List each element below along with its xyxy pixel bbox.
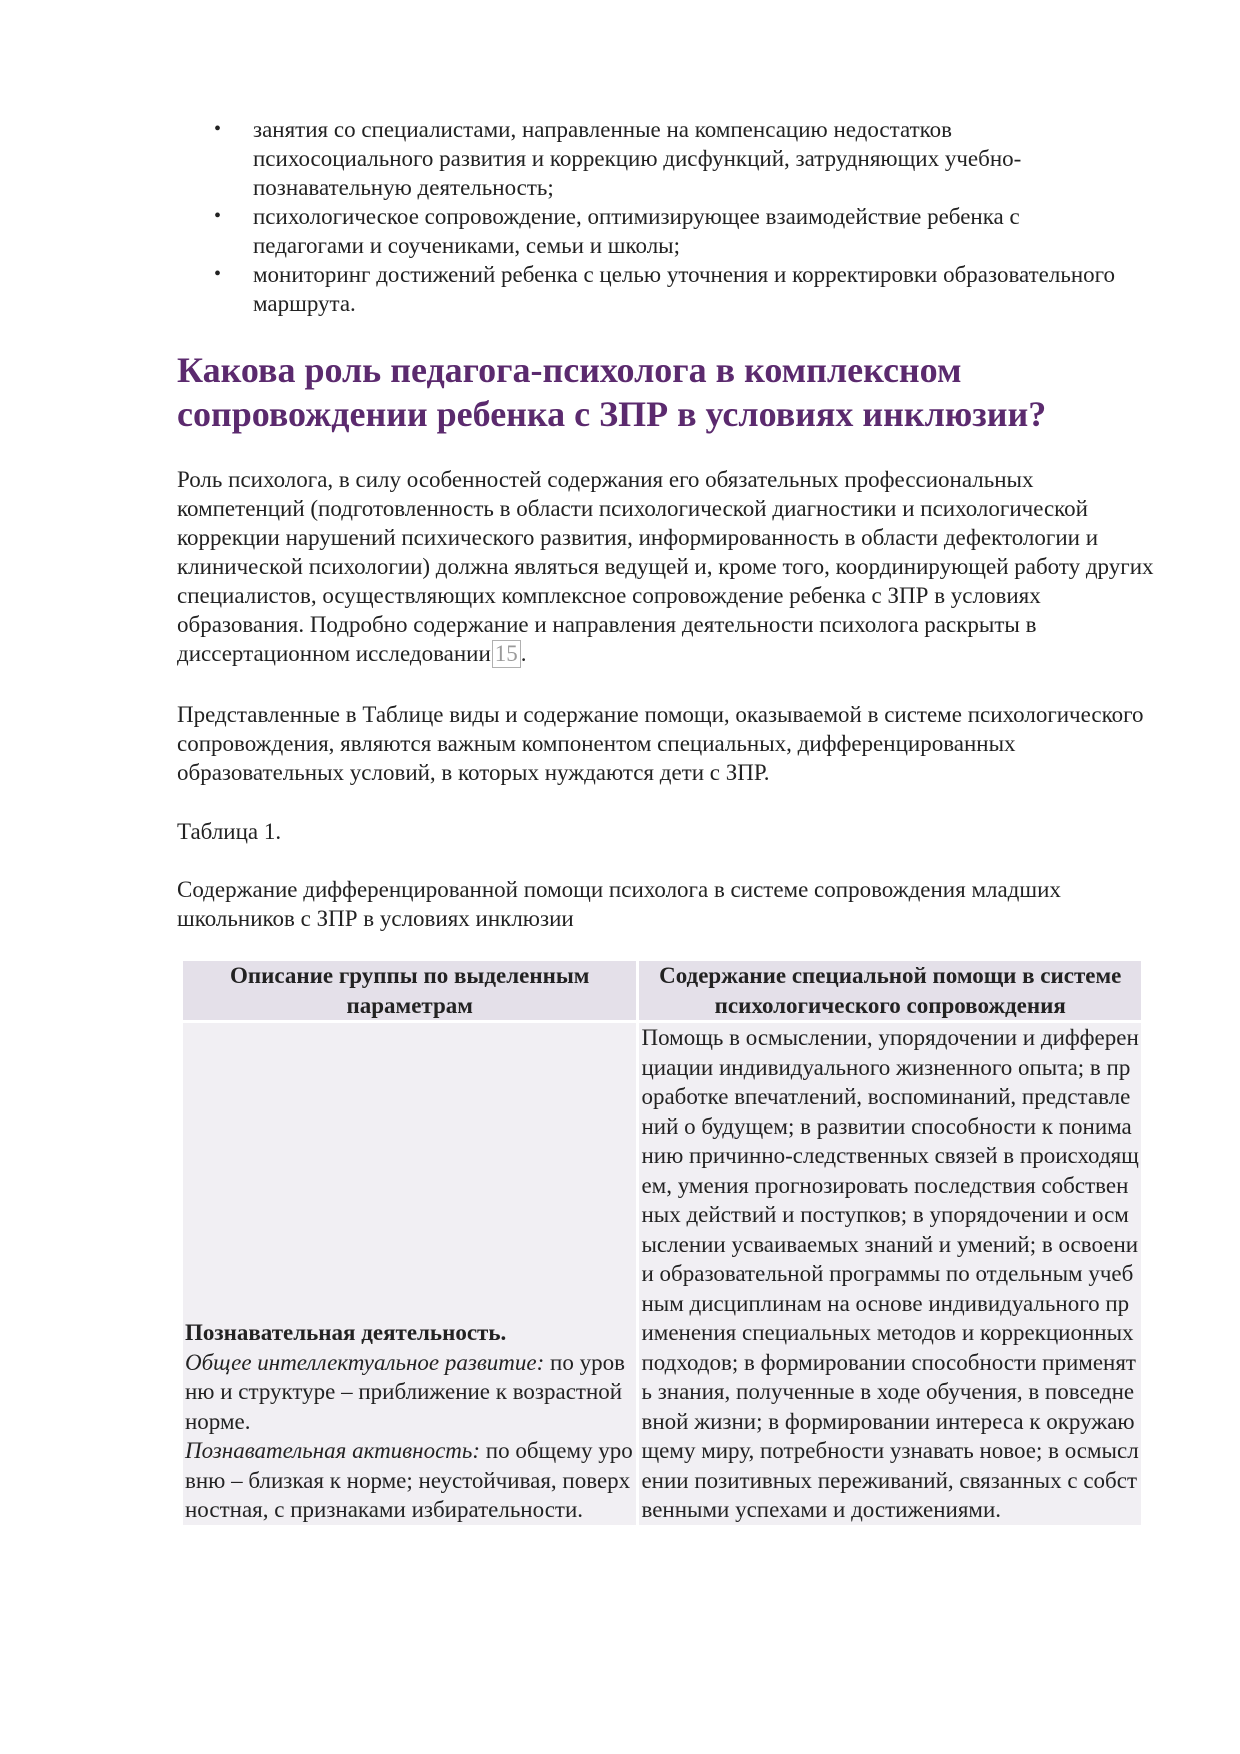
group-item	[185, 1348, 634, 1437]
help-table	[180, 958, 1144, 1528]
group-item-text: по уровню и структуре – приближение к возрастной норме.	[185, 1349, 625, 1434]
group-item-label: Общее интеллектуальное развитие:	[185, 1349, 545, 1375]
table-caption: Содержание дифференцированной помощи психолога в системе сопровождения младших школьников с ЗПР в условиях инклюзии	[177, 877, 1061, 931]
table-header-group: Описание группы по выделенным параметрам	[183, 961, 636, 1020]
table-row	[183, 1023, 1141, 1525]
bullet-item: • занятия со специалистами, направленные на компенсацию недостатков психосоциального развития и коррекцию дисфункций, затрудняющих учебно-познавательную деятельность;	[205, 115, 1125, 202]
group-item	[185, 1436, 634, 1525]
table-label: Таблица 1.	[177, 819, 282, 844]
group-description-cell	[183, 1023, 636, 1525]
reference-link[interactable]: 15	[492, 640, 521, 668]
group-item-label: Познавательная активность:	[185, 1438, 481, 1463]
bullet-item: • мониторинг достижений ребенка с целью уточнения и корректировки образовательного маршрута.	[205, 260, 1125, 318]
help-content-cell: Помощь в осмыслении, упорядочении и дифференциации индивидуального жизненного опыта; в проработке впечатлений, воспоминаний, представлений о будущем; в развитии способности к пониманию причинно-следственных связей в происходящем, умения прогнозировать последствия собственных действий и поступков; в упорядочении и осмыслении усваиваемых знаний и умений; в освоении образовательной программы по отдельным учебным дисциплинам на основе индивидуального применения специальных методов и коррекционных подходов; в формировании способности применять знания, полученные в ходе обучения, в повседневной жизни; в формировании интереса к окружающему миру, потребности узнавать новое; в осмыслении позитивных переживаний, связанных с собственными успехами и достижениями.	[639, 1023, 1141, 1525]
paragraph-role-text: Роль психолога, в силу особенностей содержания его обязательных профессиональных компетенций (подготовленность в области психологической диагностики и психологической коррекции нарушений психического развития, информированность в области дефектологии и клинической психологии) должна являться ведущей и, кроме того, координирующей работу других специалистов, осуществляющих комплексное сопровождение ребенка с ЗПР в условиях образования. Подробно содержание и направления деятельности психолога раскрыты в диссертационном исследовании	[177, 467, 1154, 666]
bullet-list	[205, 115, 1125, 318]
section-heading: Какова роль педагога-психолога в комплексном сопровождении ребенка с ЗПР в условиях инклюзии?	[177, 350, 1047, 434]
bullet-item: • психологическое сопровождение, оптимизирующее взаимодействие ребенка с педагогами и соучениками, семьи и школы;	[205, 202, 1125, 260]
table-header-help: Содержание специальной помощи в системе психологического сопровождения	[639, 961, 1141, 1020]
paragraph-table-intro: Представленные в Таблице виды и содержание помощи, оказываемой в системе психологического сопровождения, являются важным компонентом специальных, дифференцированных образовательных условий, в которых нуждаются дети с ЗПР.	[177, 702, 1144, 785]
paragraph-role-end: .	[520, 641, 527, 666]
group-item-text: по общему уровню – близкая к норме; неустойчивая, поверхностная, с признаками избирательности.	[185, 1438, 633, 1522]
paragraph-role	[177, 465, 1157, 668]
table-header-row	[183, 961, 1141, 1020]
group-title: Познавательная деятельность.	[185, 1320, 507, 1345]
